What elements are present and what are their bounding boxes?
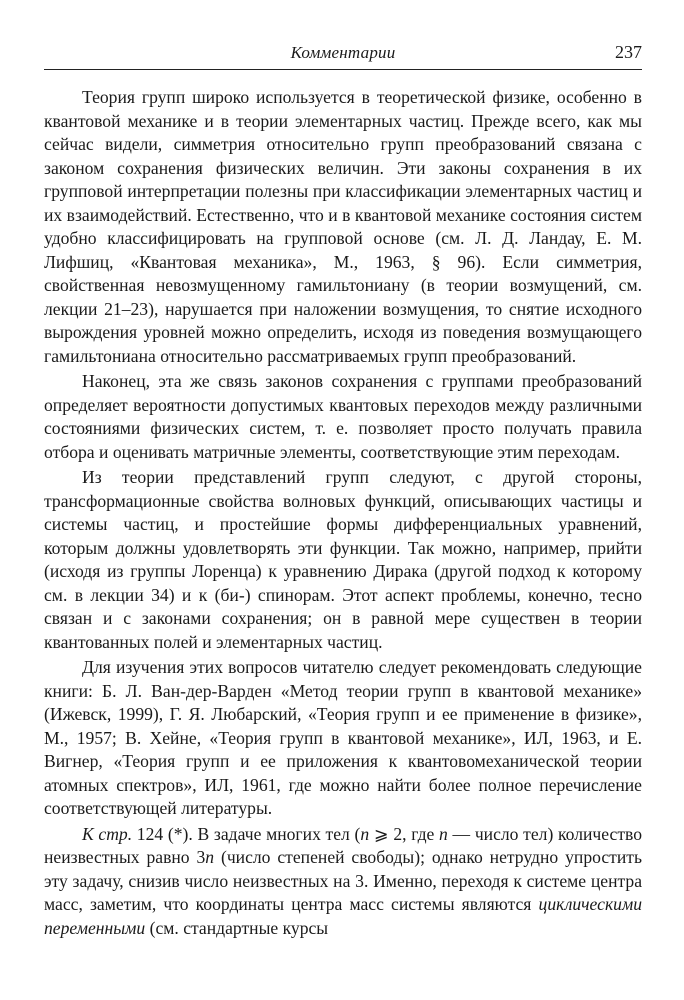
- text-fragment: 124 (*). В задаче многих тел (: [132, 823, 361, 844]
- page-number: 237: [615, 42, 642, 62]
- running-title: Комментарии: [290, 43, 396, 62]
- paragraph-recommended-books: Для изучения этих вопросов читателю следует рекомендовать следующие книги: Б. Л. Ван-дер-Варден «Метод теории групп в квантовой механике» (Ижевск, 1999), Г. Я. Любарский, «Теория групп и ее применение в физике», М., 1957; В. Хейне, «Теория групп в квантовой механике», ИЛ, 1963, и Е. Вигнер, «Теория групп и ее приложения к квантовомеханической теории атомных спектров», ИЛ, 1961, где можно найти более полное перечисление соответствующей литературы.: [44, 657, 642, 818]
- text-fragment: ⩾ 2, где: [369, 823, 440, 844]
- paragraph-many-body-note: [44, 823, 642, 941]
- cyclic-variables-term: циклическими переменными: [44, 894, 642, 938]
- book-page: [44, 42, 642, 940]
- text-fragment: — число тел) количество неизвестных равно 3: [44, 823, 642, 867]
- math-variable-n: n: [360, 823, 370, 844]
- running-header: [44, 42, 642, 70]
- paragraph-representation-theory: Из теории представлений групп следуют, с другой стороны, трансформационные свойства волновых функций, описывающих частицы и системы частиц, и простейшие формы дифференциальных уравнений, которым должны удовлетворять эти функции. Так можно, например, прийти (исходя из группы Лоренца) к уравнению Дирака (другой подход к которому см. в лекции 34) и к (би-) спинорам. Этот аспект проблемы, конечно, тесно связан и с законами сохранения; он в равной мере существен в теории квантованных полей и элементарных частиц.: [44, 467, 642, 652]
- math-variable-n: n: [439, 823, 448, 844]
- body-text: [44, 86, 642, 940]
- text-fragment: (см. стандартные курсы: [145, 917, 329, 938]
- text-fragment: (число степеней свободы); однако нетрудно упростить эту задачу, снизив число неизвестных на 3. Именно, переходя к системе центра масс, заметим, что координаты центра масс системы являются: [44, 847, 642, 914]
- page-reference-lead: К стр.: [82, 823, 133, 844]
- math-variable-n: n: [205, 847, 215, 867]
- paragraph-group-theory-physics: Теория групп широко используется в теоретической физике, особенно в квантовой механике и в теории элементарных частиц. Прежде всего, как мы сейчас видели, симметрия относительно групп преобразований связана с законом сохранения физических величин. Эти законы сохранения в их групповой интерпретации полезны при классификации элементарных частиц и их взаимодействий. Естественно, что и в квантовой механике состояния систем удобно классифицировать на групповой основе (см. Л. Д. Ландау, Е. М. Лифшиц, «Квантовая механика», М., 1963, § 96). Если симметрия, свойственная невозмущенному гамильтониану (в теории возмущений, см. лекции 21–23), нарушается при наложении возмущения, то снятие исходного вырождения уровней можно определить, исходя из поведения возмущающего гамильтониана относительно рассматриваемых групп преобразований.: [44, 87, 642, 366]
- paragraph-conservation-laws: Наконец, эта же связь законов сохранения с группами преобразований определяет вероятности допустимых квантовых переходов между различными состояниями физических систем, т. е. позволяет просто получать правила отбора и оценивать матричные элементы, соответствующие этим переходам.: [44, 371, 642, 462]
